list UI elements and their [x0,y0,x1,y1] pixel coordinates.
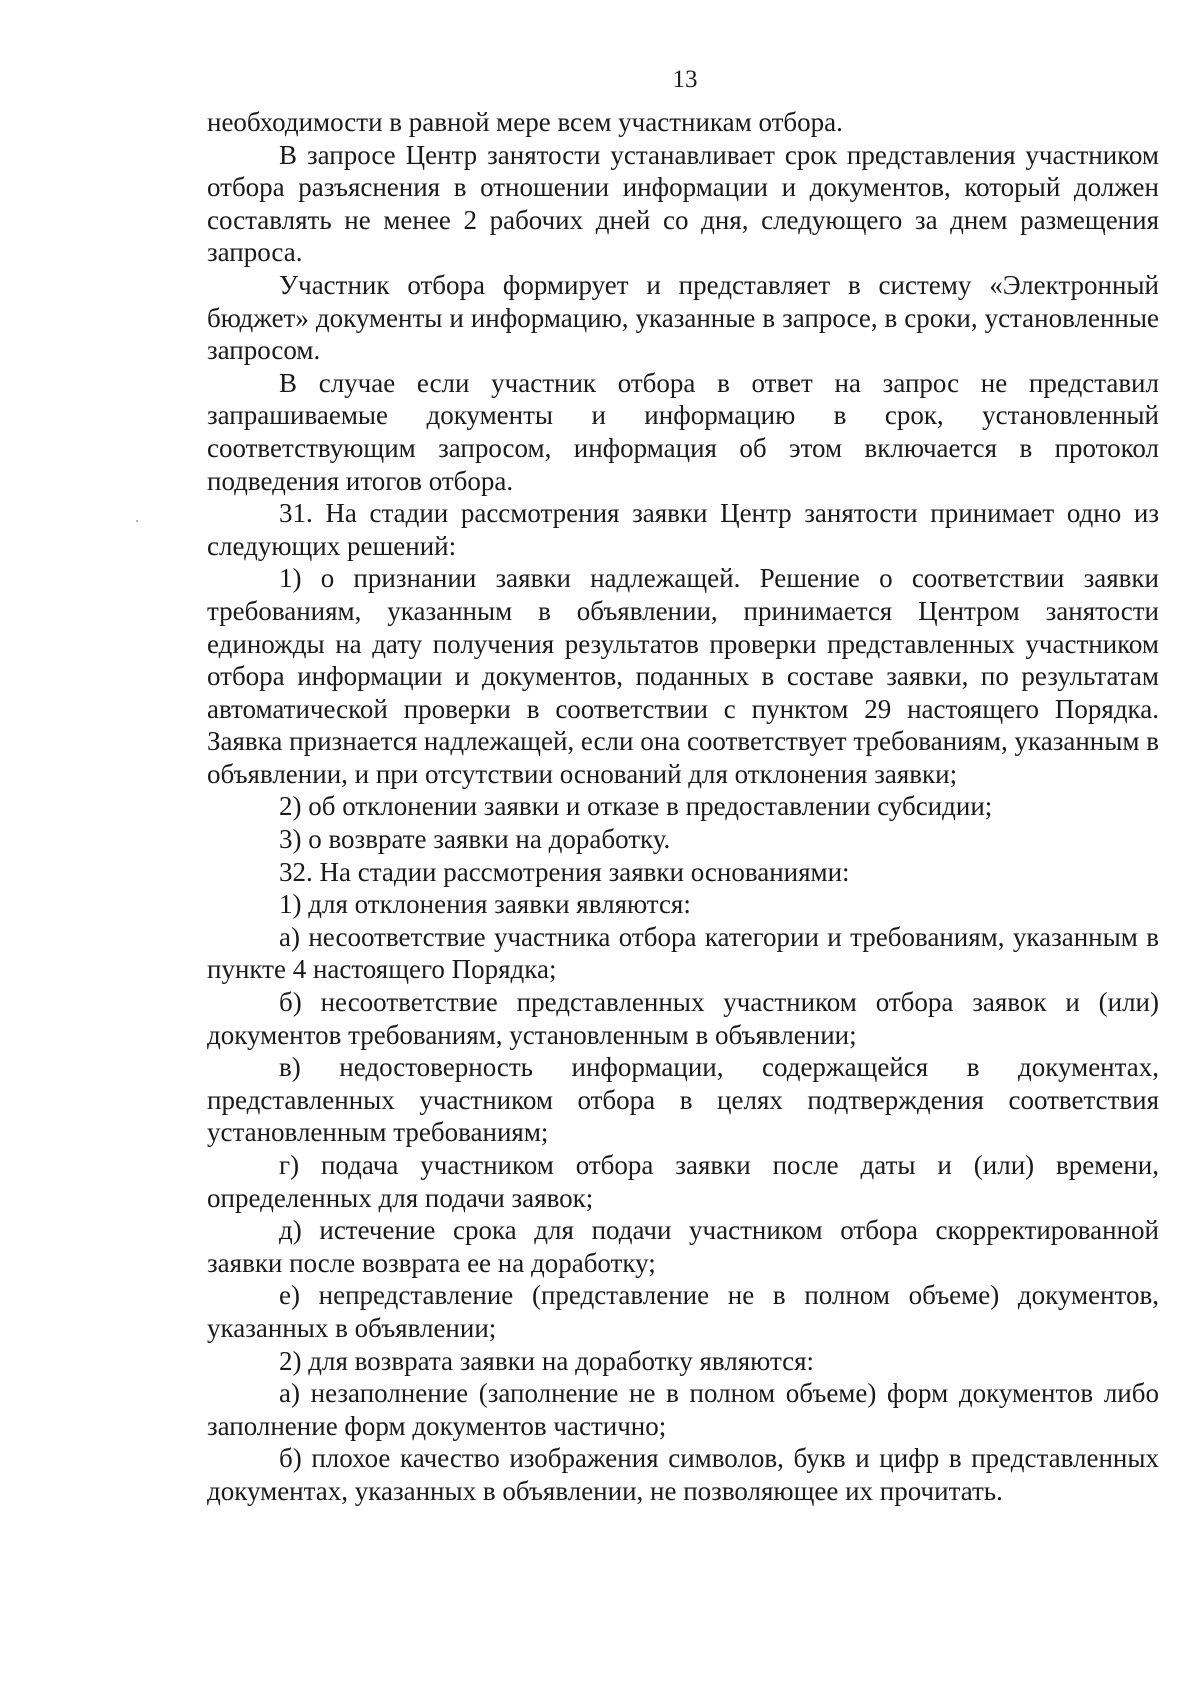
paragraph: В запросе Центр занятости устанавливает срок представления участником отбора разъяснения в отношении информации и документов, который должен составлять не менее 2 рабочих дней со дня, следующего за днем размещения запроса. [207,139,1159,268]
paragraph: е) непредставление (представление не в полном объеме) документов, указанных в объявлении; [207,1280,1159,1343]
paragraph: а) незаполнение (заполнение не в полном объеме) форм документов либо заполнение форм документов частично; [207,1378,1159,1441]
paragraph: Участник отбора формирует и представляет в систему «Электронный бюджет» документы и информацию, указанные в запросе, в сроки, установленные запросом. [207,269,1159,366]
paragraph: В случае если участник отбора в ответ на запрос не представил запрашиваемые документы и информацию в срок, установленный соответствующим запросом, информация об этом включается в протокол подведения итогов отбора. [207,367,1159,496]
paragraph: 3) о возврате заявки на доработку. [279,824,671,855]
paragraph: 31. На стадии рассмотрения заявки Центр занятости принимает одно из следующих решений: [207,498,1159,561]
paragraph: б) несоответствие представленных участником отбора заявок и (или) документов требованиям, установленным в объявлении; [207,987,1159,1050]
paragraph: 1) о признании заявки надлежащей. Решение о соответствии заявки требованиям, указанным в объявлении, принимается Центром занятости единожды на дату получения результатов проверки представленных участником отбора информации и документов, поданных в составе заявки, по результатам автоматической проверки в соответствии с пунктом 29 настоящего Порядка. Заявка признается надлежащей, если она соответствует требованиям, указанным в объявлении, и при отсутствии оснований для отклонения заявки; [207,563,1159,789]
document-body [207,106,1159,1508]
page-number: 13 [672,66,698,93]
paragraph: д) истечение срока для подачи участником отбора скорректированной заявки после возврата ее на доработку; [207,1215,1159,1278]
paragraph: 2) об отклонении заявки и отказе в предоставлении субсидии; [279,791,993,822]
paragraph: необходимости в равной мере всем участникам отбора. [207,107,843,137]
paragraph: г) подача участником отбора заявки после даты и (или) времени, определенных для подачи заявок; [207,1150,1159,1213]
paragraph: 2) для возврата заявки на доработку являются: [279,1345,815,1376]
paragraph: а) несоответствие участника отбора категории и требованиям, указанным в пункте 4 настоящего Порядка; [207,921,1159,985]
paragraph: 32. На стадии рассмотрения заявки основаниями: [279,856,850,887]
scan-speck [136,520,138,522]
paragraph: б) плохое качество изображения символов, букв и цифр в представленных документах, указанных в объявлении, не позволяющее их прочитать. [207,1443,1159,1506]
paragraph: в) недостоверность информации, содержащейся в документах, представленных участником отбора в целях подтверждения соответствия установленным требованиям; [207,1052,1159,1148]
paragraph: 1) для отклонения заявки являются: [279,889,691,920]
